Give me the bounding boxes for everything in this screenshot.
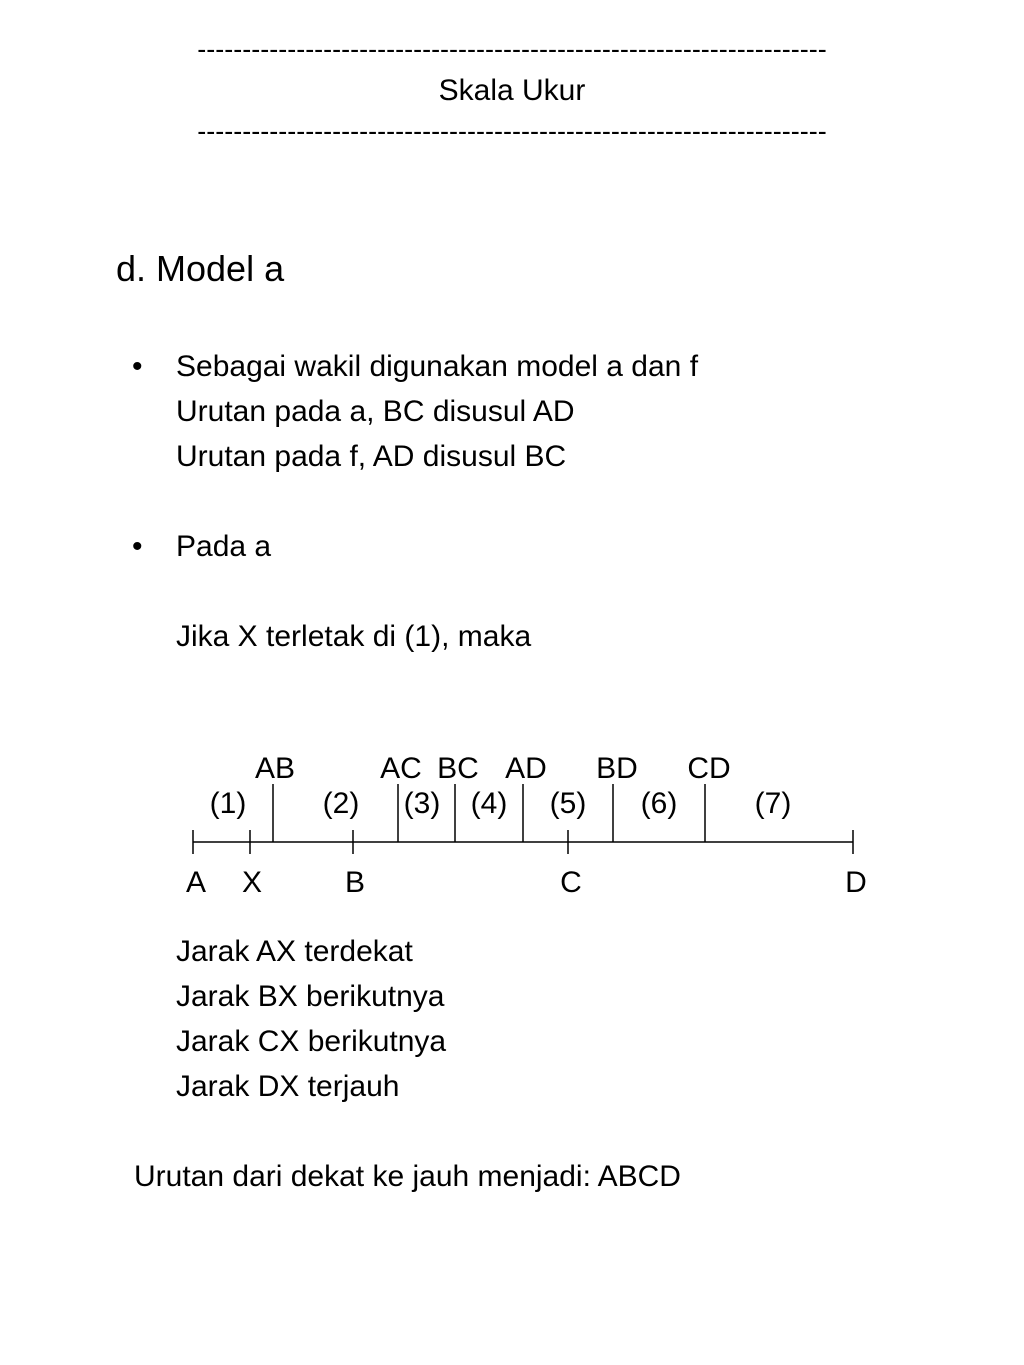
bullet-text: Sebagai wakil digunakan model a dan f — [176, 350, 699, 383]
pair-label-bd: BD — [596, 752, 638, 785]
region-label-7: (7) — [754, 787, 792, 820]
region-label-4: (4) — [470, 787, 508, 820]
pair-label-ad: AD — [505, 752, 547, 785]
condition-text: Jika X terletak di (1), maka — [176, 620, 532, 653]
pair-label-ac: AC — [380, 752, 422, 785]
bullet-text: Urutan pada f, AD disusul BC — [176, 440, 567, 473]
section-heading: d. Model a — [116, 248, 285, 289]
point-label-a: A — [185, 866, 207, 899]
point-label-x: X — [241, 866, 263, 899]
region-label-2: (2) — [322, 787, 360, 820]
region-label-5: (5) — [549, 787, 587, 820]
region-label-1: (1) — [209, 787, 247, 820]
bullet-marker: • — [132, 350, 143, 383]
region-label-6: (6) — [640, 787, 678, 820]
distance-text: Jarak CX berikutnya — [176, 1025, 447, 1058]
bullet-text: Pada a — [176, 530, 272, 563]
point-label-c: C — [560, 866, 582, 899]
distance-text: Jarak DX terjauh — [176, 1070, 400, 1103]
bullet-marker: • — [132, 530, 143, 563]
page-title: Skala Ukur — [438, 74, 586, 107]
pair-label-ab: AB — [254, 752, 296, 785]
distance-text: Jarak BX berikutnya — [176, 980, 445, 1013]
bullet-text: Urutan pada a, BC disusul AD — [176, 395, 575, 428]
point-label-d: D — [845, 866, 867, 899]
scale-diagram — [0, 740, 1024, 910]
conclusion-text: Urutan dari dekat ke jauh menjadi: ABCD — [134, 1160, 681, 1193]
distance-text: Jarak AX terdekat — [176, 935, 413, 968]
pair-label-bc: BC — [437, 752, 479, 785]
pair-label-cd: CD — [687, 752, 731, 785]
point-label-b: B — [344, 866, 366, 899]
header-top-rule: ---------------------------------------------------------------------- — [197, 34, 827, 64]
region-label-3: (3) — [403, 787, 441, 820]
header-bottom-rule: ---------------------------------------------------------------------- — [197, 116, 827, 146]
